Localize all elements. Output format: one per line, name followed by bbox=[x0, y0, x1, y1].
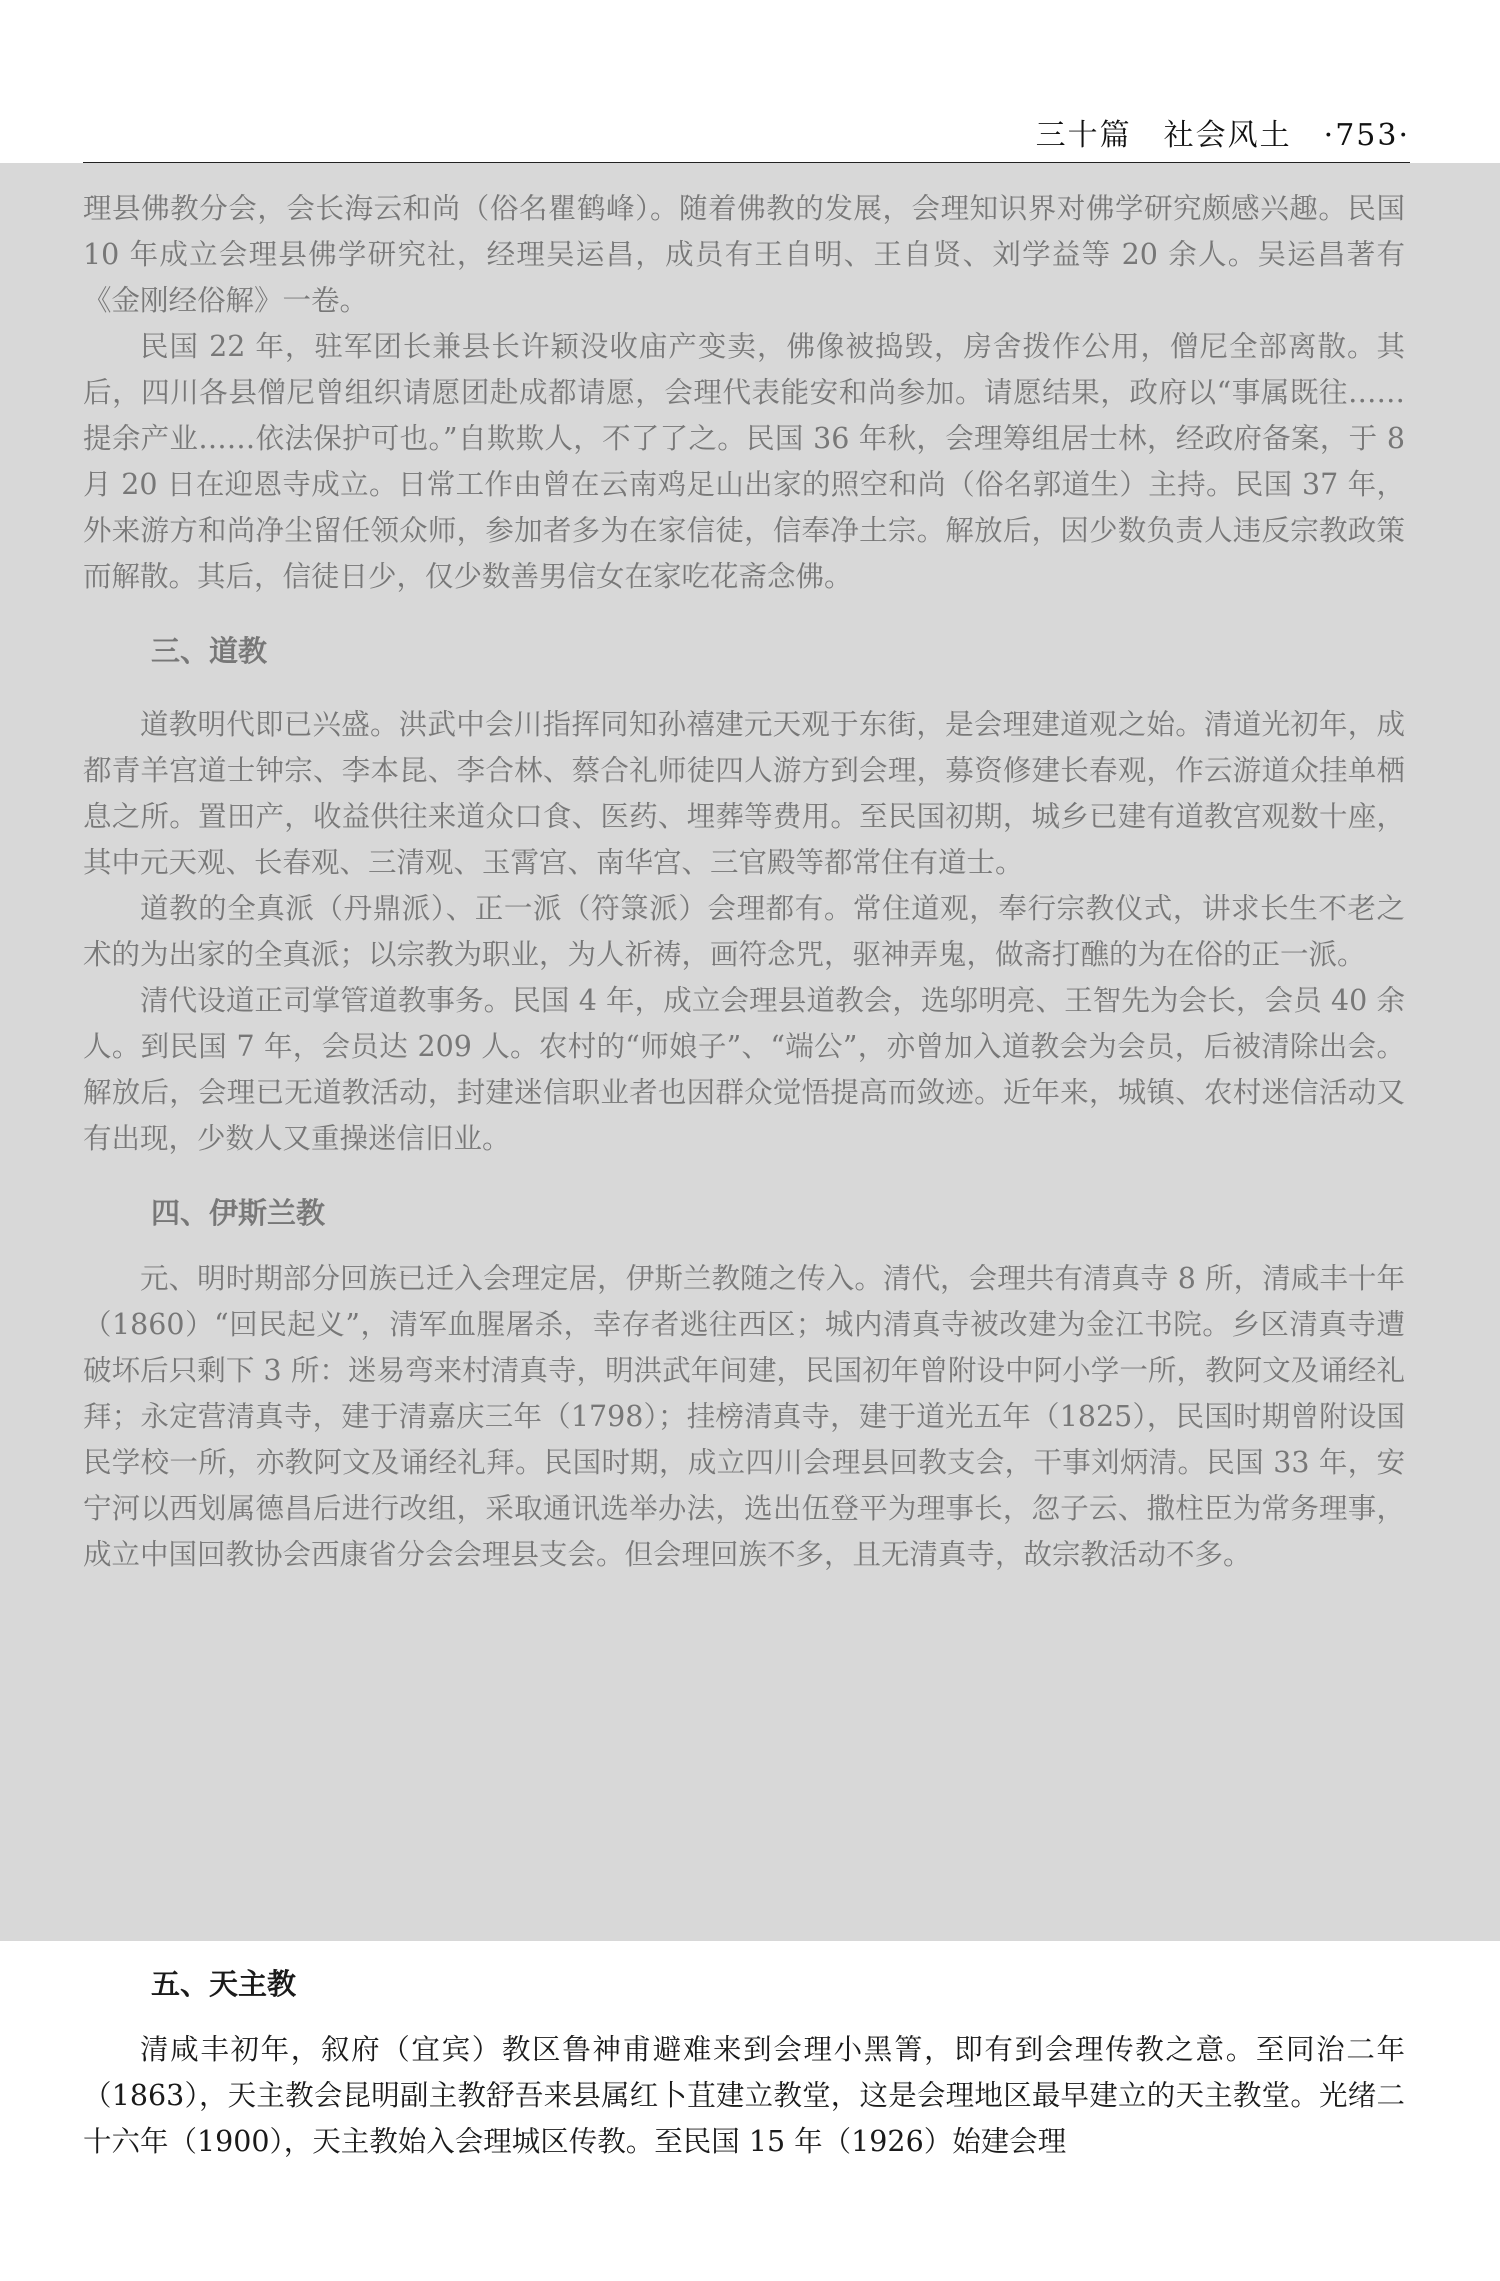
paragraph-buddhism-2: 民国 22 年，驻军团长兼县长许颖没收庙产变卖，佛像被捣毁，房舍拨作公用，僧尼全部离散。其后，四川各县僧尼曾组织请愿团赴成都请愿，会理代表能安和尚参加。请愿结果，政府以“事属既往……提余产业……依法保护可也。”自欺欺人，不了了之。民国 36 年秋，会理筹组居士林，经政府备案，于 8 月 20 日在迎恩寺成立。日常工作由曾在云南鸡足山出家的照空和尚（俗名郭道生）主持。民国 37 年，外来游方和尚净尘留任领众师，参加者多为在家信徒，信奉净土宗。解放后，因少数负责人违反宗教政策而解散。其后，信徒日少，仅少数善男信女在家吃花斋念佛。 bbox=[83, 330, 1405, 593]
page-header bbox=[83, 102, 1410, 165]
heading-catholic: 五、天主教 bbox=[151, 1967, 297, 2001]
paragraph-taoism-2: 道教的全真派（丹鼎派）、正一派（符箓派）会理都有。常住道观，奉行宗教仪式，讲求长生不老之术的为出家的全真派；以宗教为职业，为人祈祷，画符念咒，驱神弄鬼，做斋打醮的为在俗的正一派。 bbox=[83, 892, 1405, 971]
heading-islam: 四、伊斯兰教 bbox=[151, 1196, 326, 1230]
paragraph-taoism-3: 清代设道正司掌管道教事务。民国 4 年，成立会理县道教会，选邬明亮、王智先为会长，会员 40 余人。到民国 7 年，会员达 209 人。农村的“师娘子”、“端公”，亦曾加入道教会为会员，后被清除出会。解放后，会理已无道教活动，封建迷信职业者也因群众觉悟提高而敛迹。近年来，城镇、农村迷信活动又有出现，少数人又重操迷信旧业。 bbox=[83, 984, 1405, 1155]
active-section bbox=[83, 1961, 1405, 2165]
paragraph-continuation: 理县佛教分会，会长海云和尚（俗名瞿鹤峰）。随着佛教的发展，会理知识界对佛学研究颇感兴趣。民国 10 年成立会理县佛学研究社，经理吴运昌，成员有王自明、王自贤、刘学益等 20 余人。吴运昌著有《金刚经俗解》一卷。 bbox=[83, 192, 1405, 317]
paragraph-taoism-1: 道教明代即已兴盛。洪武中会川指挥同知孙禧建元天观于东街，是会理建道观之始。清道光初年，成都青羊宫道士钟宗、李本昆、李合林、蔡合礼师徒四人游方到会理，募资修建长春观，作云游道众挂单栖息之所。置田产，收益供往来道众口食、医药、埋葬等费用。至民国初期，城乡已建有道教宫观数十座，其中元天观、长春观、三清观、玉霄宫、南华宫、三官殿等都常住有道士。 bbox=[83, 708, 1405, 879]
paragraph-catholic: 清咸丰初年，叙府（宜宾）教区鲁神甫避难来到会理小黑箐，即有到会理传教之意。至同治二年（1863），天主教会昆明副主教舒吾来县属红卜苴建立教堂，这是会理地区最早建立的天主教堂。光绪二十六年（1900），天主教始入会理城区传教。至民国 15 年（1926）始建会理 bbox=[83, 2033, 1405, 2158]
greyed-section bbox=[83, 186, 1405, 1578]
heading-taoism: 三、道教 bbox=[151, 634, 268, 668]
paragraph-islam: 元、明时期部分回族已迁入会理定居，伊斯兰教随之传入。清代，会理共有清真寺 8 所，清咸丰十年（1860）“回民起义”，清军血腥屠杀，幸存者逃往西区；城内清真寺被改建为金江书院。乡区清真寺遭破坏后只剩下 3 所：迷易弯来村清真寺，明洪武年间建，民国初年曾附设中阿小学一所，教阿文及诵经礼拜；永定营清真寺，建于清嘉庆三年（1798）；挂榜清真寺，建于道光五年（1825），民国时期曾附设国民学校一所，亦教阿文及诵经礼拜。民国时期，成立四川会理县回教支会，干事刘炳清。民国 33 年，安宁河以西划属德昌后进行改组，采取通讯选举办法，选出伍登平为理事长，忽子云、撒柱臣为常务理事，成立中国回教协会西康省分会会理县支会。但会理回族不多，且无清真寺，故宗教活动不多。 bbox=[83, 1262, 1405, 1571]
running-title: 三十篇 社会风土 ·753· bbox=[1035, 118, 1410, 153]
